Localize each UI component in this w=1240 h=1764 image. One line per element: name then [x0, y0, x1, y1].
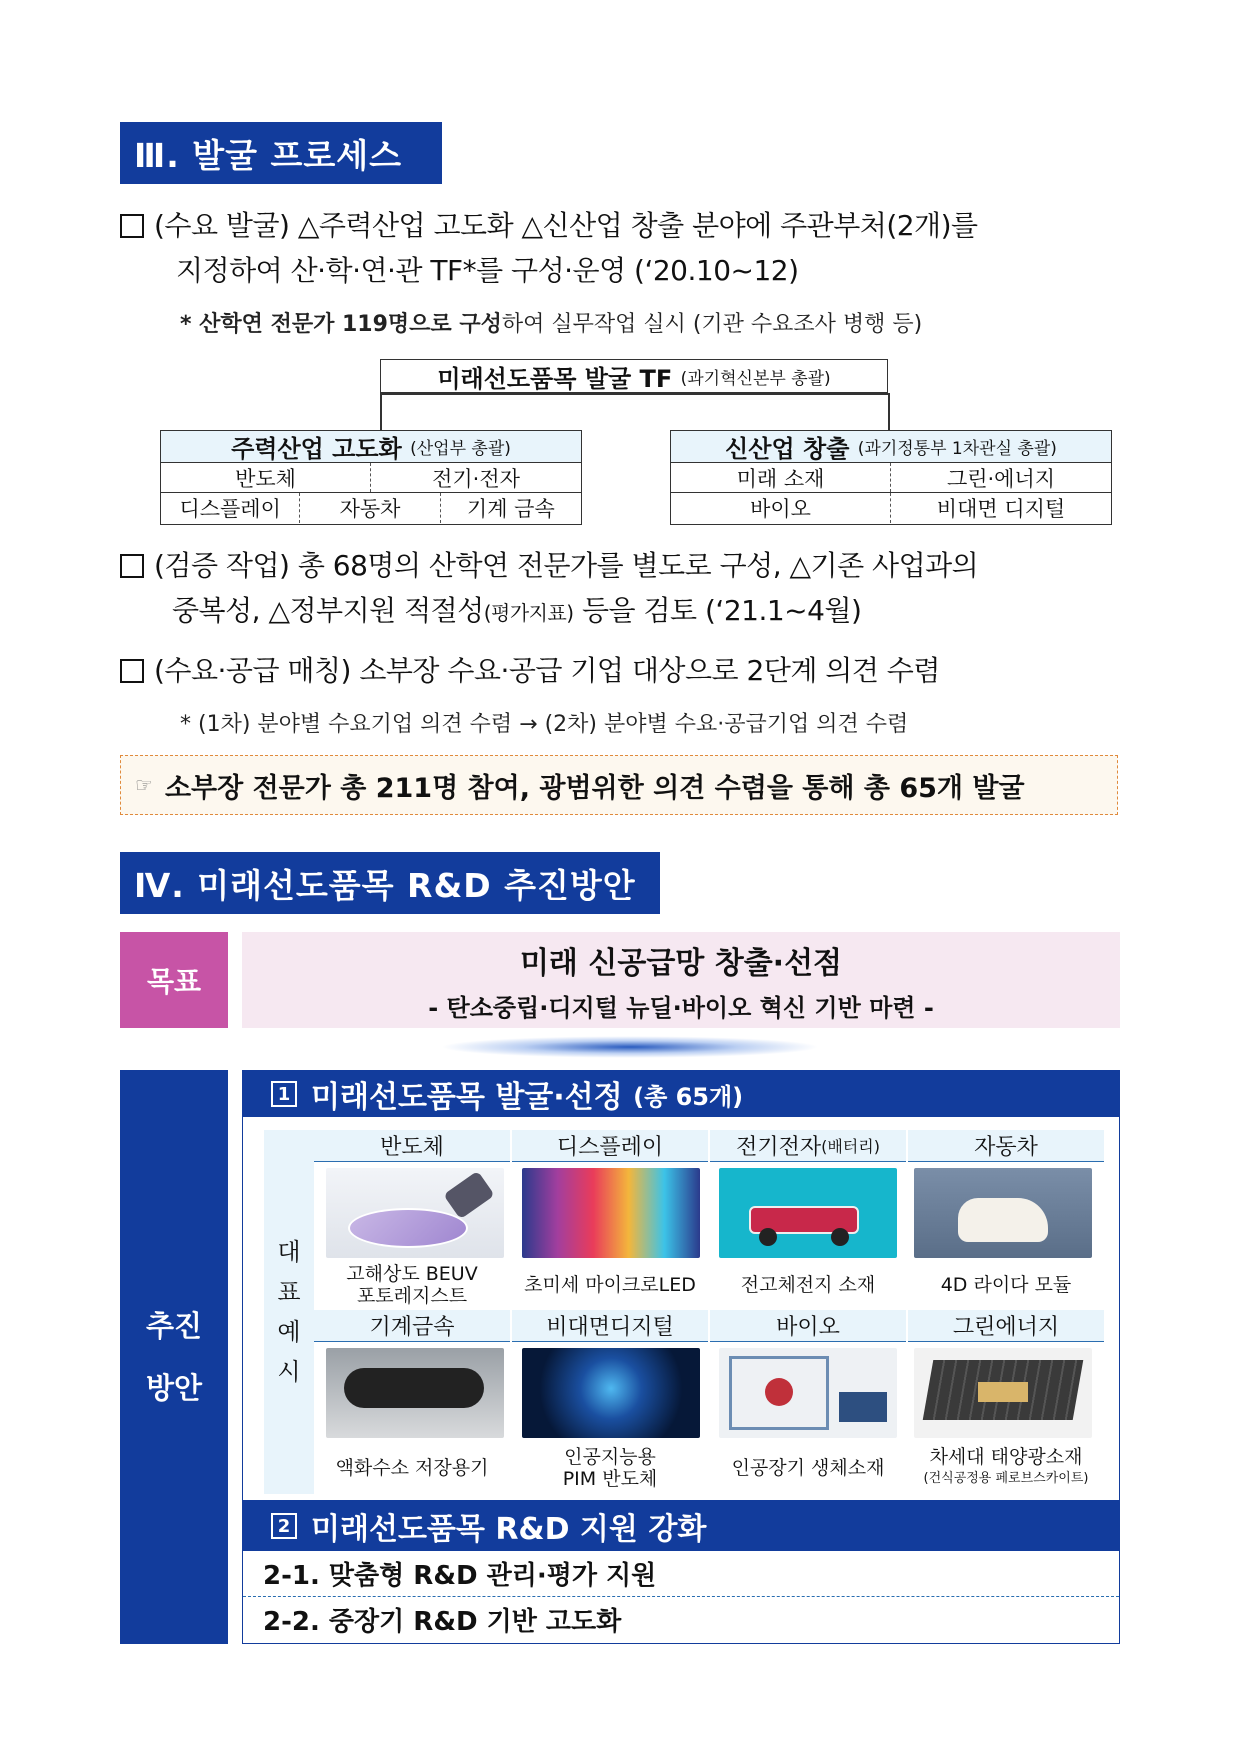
- rep-label-char: 대: [277, 1238, 301, 1266]
- category-digital: 비대면디지털: [512, 1310, 708, 1342]
- category-automobile: 자동차: [908, 1130, 1104, 1162]
- item1-note-bold: * 산학연 전문가 119명으로 구성: [180, 312, 502, 337]
- item2-line1: (검증 작업) 총 68명의 산학연 전문가를 별도로 구성, △기존 사업과의: [154, 549, 979, 582]
- category-bio: 바이오: [710, 1310, 906, 1342]
- sub-item: 2-2. 중장기 R&D 기반 고도화: [263, 1606, 622, 1637]
- wafer-image: [326, 1168, 504, 1258]
- tf-right-header: [671, 431, 1111, 463]
- tf-root-sub: (과기혁신본부 총괄): [680, 368, 831, 389]
- item2: [120, 543, 1120, 636]
- rep-label-char: 예: [277, 1318, 301, 1346]
- caption-line: 인공장기 생체소재: [731, 1457, 885, 1479]
- tf-cell: 비대면 디지털: [936, 497, 1066, 521]
- category-display: 디스플레이: [512, 1130, 708, 1162]
- plan-label-1: 추진: [145, 1309, 203, 1343]
- caption-line: 액화수소 저장용기: [335, 1457, 489, 1479]
- category-electric-sub: (배터리): [821, 1137, 880, 1156]
- goal-main: 미래 신공급망 창출·선점: [519, 945, 843, 981]
- checkbox-icon: [120, 214, 144, 238]
- connector-left: [380, 393, 382, 430]
- tf-root-label: 미래선도품목 발굴 TF: [437, 364, 673, 393]
- category-electric: [710, 1130, 906, 1162]
- tf-root-box: [380, 359, 888, 393]
- card2-title: 미래선도품목 R&D 지원 강화: [311, 1512, 707, 1547]
- tf-left-group: [160, 430, 582, 525]
- item1-note: [180, 307, 1120, 338]
- caption-green-energy: [908, 1442, 1104, 1494]
- tf-cell: 디스플레이: [161, 493, 300, 523]
- plan-label: [120, 1070, 228, 1644]
- tf-cell: 자동차: [300, 493, 440, 523]
- item3: [120, 648, 1120, 693]
- tf-cell: 전기·전자: [432, 466, 520, 491]
- connector-right: [888, 393, 890, 430]
- caption-display: [512, 1262, 708, 1308]
- item3-line1: (수요·공급 매칭) 소부장 수요·공급 기업 대상으로 2단계 의견 수렴: [154, 654, 940, 687]
- caption-line: 고해상도 BEUV: [346, 1263, 478, 1285]
- rep-label-char: 시: [277, 1358, 301, 1386]
- section3-title: Ⅲ. 발굴 프로세스: [120, 122, 442, 184]
- card1-title-bar: [243, 1071, 1119, 1117]
- caption-line: 4D 라이다 모듈: [940, 1274, 1072, 1296]
- rep-label: [264, 1130, 314, 1494]
- lidar-car-image: [914, 1168, 1092, 1258]
- sub-item: 2-1. 맞춤형 R&D 관리·평가 지원: [243, 1551, 1119, 1597]
- connector-horizontal: [380, 393, 890, 395]
- item3-note: * (1차) 분야별 수요기업 의견 수렴 → (2차) 분야별 수요·공급기업 의견 수렴: [180, 712, 909, 737]
- category-machine-metal: 기계금속: [314, 1310, 510, 1342]
- item1-line1: (수요 발굴) △주력산업 고도화 △신산업 창출 분야에 주관부처(2개)를: [154, 209, 978, 242]
- caption-machine-metal: [314, 1442, 510, 1494]
- highlight-box: [120, 755, 1118, 815]
- item2-line2a: 중복성, △정부지원 적절성: [172, 594, 484, 627]
- card1-title: 미래선도품목 발굴·선정: [311, 1080, 623, 1115]
- bio-printer-image: [719, 1348, 897, 1438]
- caption-bio: [710, 1442, 906, 1494]
- card1-number: 1: [271, 1081, 297, 1107]
- category-green-energy: 그린에너지: [908, 1310, 1104, 1342]
- item1-note-rest: 하여 실무작업 실시 (기관 수요조사 병행 등): [501, 312, 923, 337]
- rep-label-char: 표: [277, 1278, 301, 1306]
- goal-label: 목표: [120, 932, 228, 1028]
- tf-cell: 반도체: [161, 463, 371, 492]
- goal-box: [242, 932, 1120, 1028]
- caption-automobile: [908, 1262, 1104, 1308]
- section4-title: Ⅳ. 미래선도품목 R&D 추진방안: [120, 852, 660, 914]
- tf-right-sub: (과기정통부 1차관실 총괄): [857, 439, 1057, 459]
- caption-line: 초미세 마이크로LED: [524, 1274, 696, 1296]
- hydrogen-tank-image: [326, 1348, 504, 1438]
- item1: [120, 203, 1120, 293]
- item2-line2c: 등을 검토 (‘21.1~4월): [573, 594, 862, 627]
- highlight-text: 소부장 전문가 총 211명 참여, 광범위한 의견 수렴을 통해 총 65개 발굴: [164, 772, 1025, 804]
- card2-number: 2: [271, 1513, 297, 1539]
- tf-cell: 미래 소재: [671, 463, 891, 492]
- caption-sub: (건식공정용 페로브스카이트): [923, 1471, 1089, 1486]
- caption-semiconductor: [314, 1262, 510, 1308]
- caption-line: PIM 반도체: [562, 1468, 658, 1490]
- caption-line: 포토레지스트: [356, 1285, 468, 1307]
- divider-glow: [440, 1036, 820, 1058]
- ai-chip-image: [522, 1348, 700, 1438]
- pointing-hand-icon: ☞: [135, 773, 153, 797]
- caption-line: 전고체전지 소재: [740, 1274, 876, 1296]
- card2: [242, 1500, 1120, 1644]
- solar-panel-image: [914, 1348, 1092, 1438]
- plan-label-2: 방안: [145, 1371, 203, 1405]
- tf-cell: 바이오: [671, 493, 891, 523]
- item2-line2b: (평가지표): [483, 601, 574, 625]
- goal-sub: - 탄소중립·디지털 뉴딜·바이오 혁신 기반 마련 -: [428, 993, 934, 1022]
- tf-left-sub: (산업부 총괄): [410, 439, 511, 459]
- tf-cell: 그린·에너지: [946, 466, 1056, 491]
- category-electric-label: 전기전자: [736, 1135, 822, 1160]
- caption-electric: [710, 1262, 906, 1308]
- tf-right-group: [670, 430, 1112, 525]
- card2-title-bar: [243, 1501, 1119, 1551]
- checkbox-icon: [120, 659, 144, 683]
- category-semiconductor: 반도체: [314, 1130, 510, 1162]
- tf-left-title: 주력산업 고도화: [231, 435, 402, 463]
- checkbox-icon: [120, 554, 144, 578]
- caption-line: 차세대 태양광소재: [929, 1446, 1083, 1468]
- card1-count: (총 65개): [633, 1082, 744, 1111]
- tf-left-header: [161, 431, 581, 463]
- tf-cell: 기계 금속: [466, 497, 555, 521]
- item1-line2: 지정하여 산·학·연·관 TF*를 구성·운영 (‘20.10~12): [176, 254, 799, 287]
- battery-car-image: [719, 1168, 897, 1258]
- tf-right-title: 신산업 창출: [725, 435, 850, 463]
- caption-digital: [512, 1442, 708, 1494]
- caption-line: 인공지능용: [564, 1446, 656, 1468]
- microled-image: [522, 1168, 700, 1258]
